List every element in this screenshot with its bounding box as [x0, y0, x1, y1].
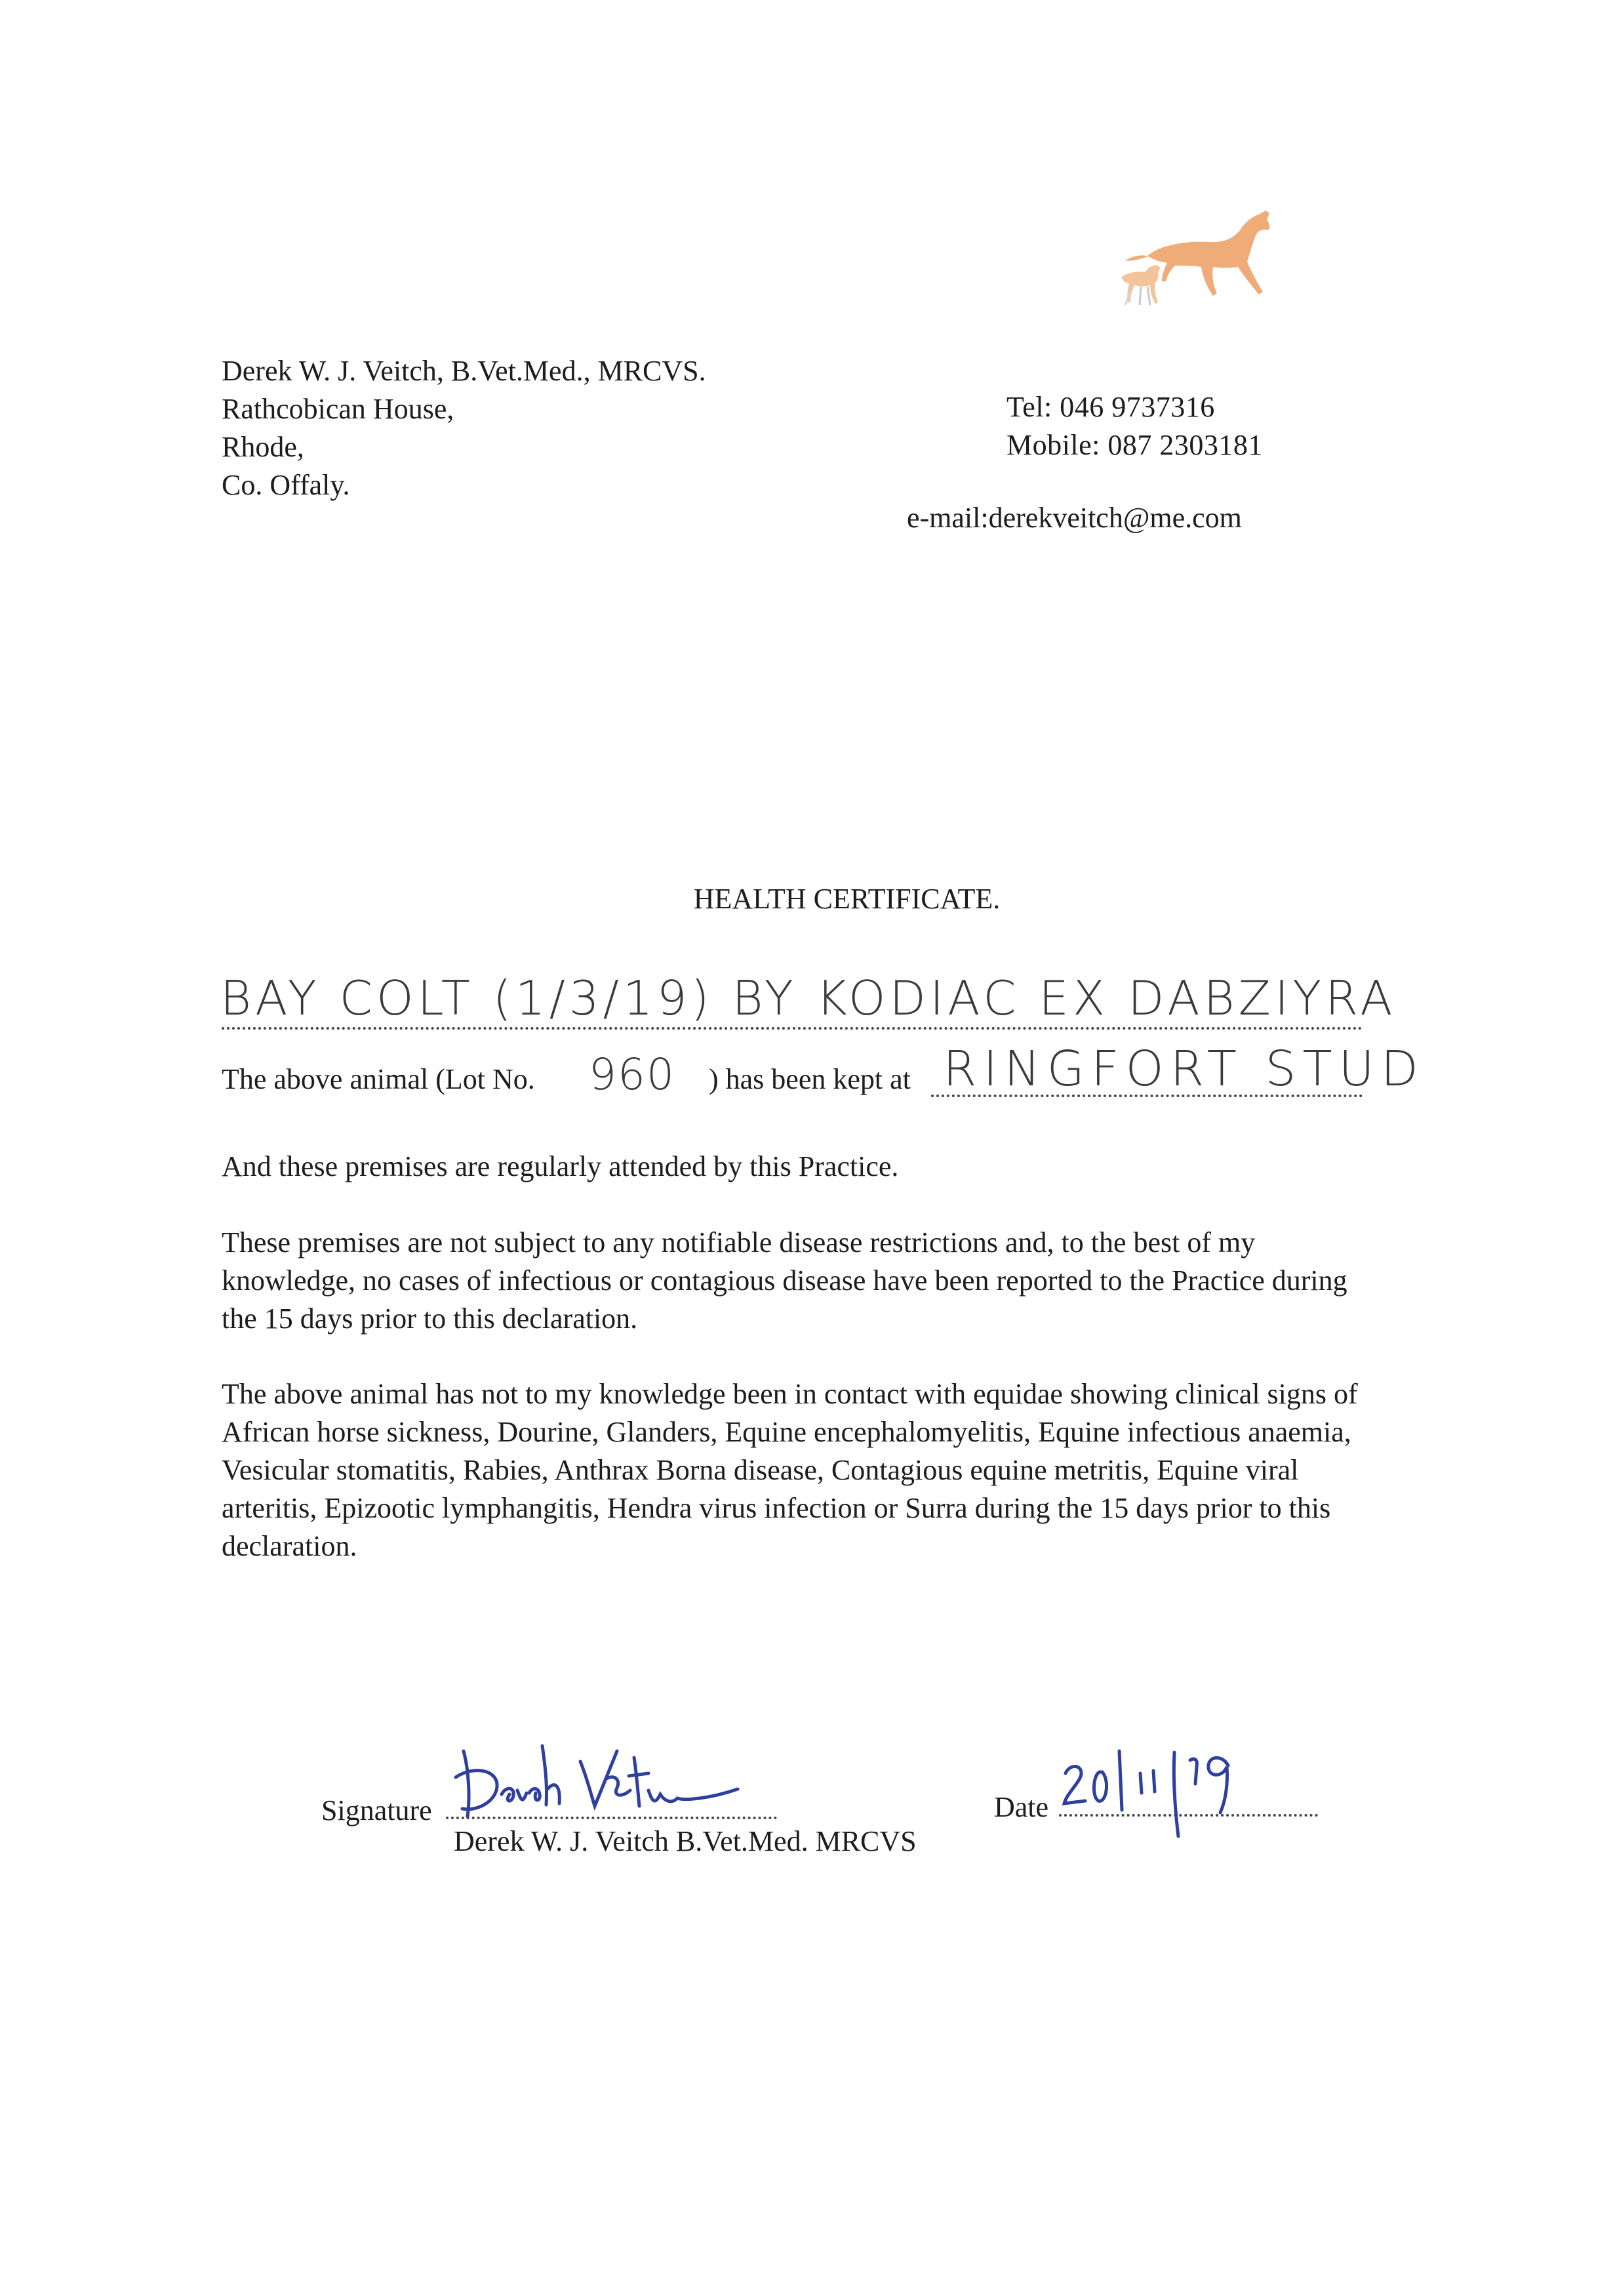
signature-label: Signature — [321, 1794, 432, 1826]
animal-description: BAY COLT (1/3/19) BY KODIAC EX DABZIYRA — [220, 971, 1397, 1026]
lot-line — [222, 1041, 1425, 1105]
signatory-name: Derek W. J. Veitch B.Vet.Med. MRCVS — [454, 1825, 917, 1857]
address-line-2: Rhode, — [222, 431, 304, 463]
premises-name: RINGFORT STUD — [943, 1041, 1425, 1097]
lot-middle: ) has been kept at — [709, 1063, 911, 1095]
horse-and-foal-logo — [1102, 193, 1279, 312]
mobile: Mobile: 087 2303181 — [1007, 429, 1263, 461]
telephone: Tel: 046 9737316 — [1007, 391, 1215, 423]
lot-prefix: The above animal (Lot No. — [222, 1063, 535, 1095]
contact-block — [1007, 388, 1263, 464]
practice-address-block — [222, 352, 706, 504]
dotted-line — [222, 1027, 1363, 1030]
lot-number: 960 — [589, 1049, 675, 1100]
certificate-title: HEALTH CERTIFICATE. — [693, 883, 1001, 915]
email-address: e-mail:derekveitch@me.com — [907, 502, 1242, 534]
date-label: Date — [994, 1791, 1049, 1823]
address-line-1: Rathcobican House, — [222, 393, 454, 425]
address-line-3: Co. Offaly. — [222, 469, 350, 501]
handwritten-date — [1059, 1738, 1295, 1843]
paragraph-no-restrictions: These premises are not subject to any notifiable disease restrictions and, to the best of my knowledge, no cases of infectious or contagious disease have been reported to the Practice during the 15 days prior to this declaration. — [222, 1226, 1347, 1335]
paragraph-premises-attended: And these premises are regularly attended by this Practice. — [222, 1150, 899, 1182]
paragraph-no-contact: The above animal has not to my knowledge been in contact with equidae showing clinical signs of African horse sickness, Dourine, Glanders, Equine encephalomyelitis, Equine infectious anaemia, Vesicular stomatitis, Rabies, Anthrax Borna disease, Contagious equine metritis, Equine viral arteritis, Epizootic lymphangitis, Hendra virus infection or Surra during the 15 days prior to this declaration. — [222, 1378, 1358, 1562]
practice-name: Derek W. J. Veitch, B.Vet.Med., MRCVS. — [222, 355, 706, 387]
handwritten-signature — [449, 1738, 751, 1830]
animal-description-line — [220, 971, 1397, 1030]
